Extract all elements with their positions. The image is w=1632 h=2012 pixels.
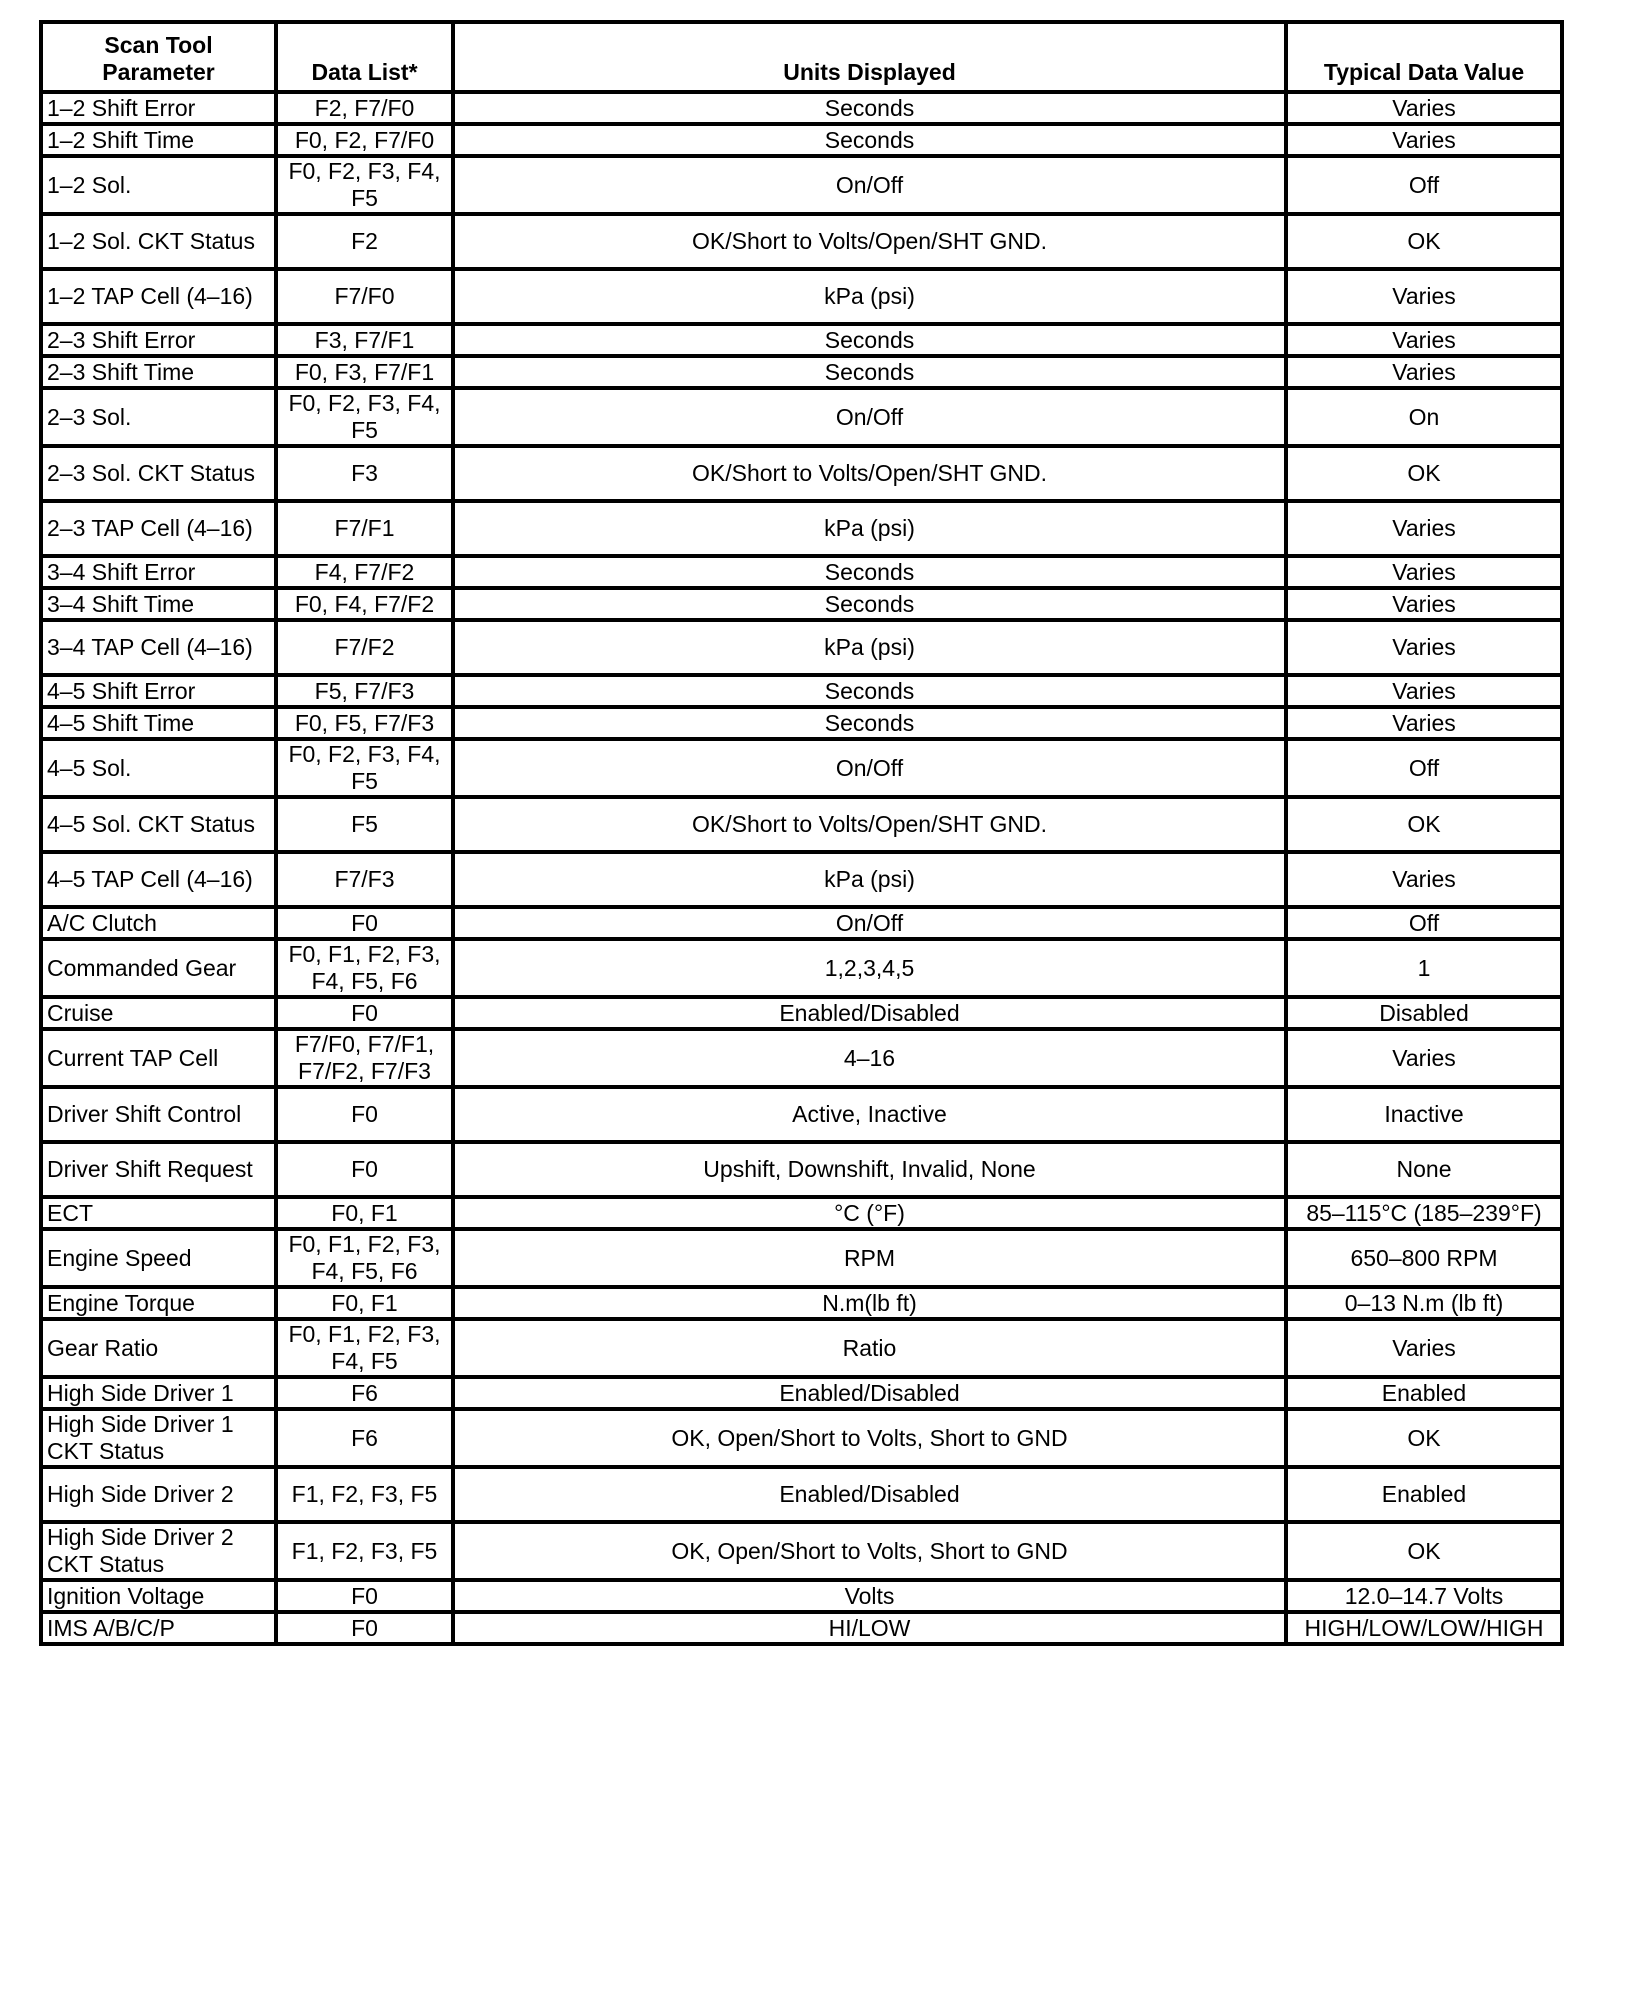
typical-data-value-cell: None: [1286, 1142, 1562, 1197]
scan-tool-parameter-cell: Engine Speed: [41, 1229, 276, 1287]
units-displayed-cell: OK/Short to Volts/Open/SHT GND.: [453, 797, 1286, 852]
table-row: [41, 1029, 1562, 1087]
units-displayed-cell: kPa (psi): [453, 620, 1286, 675]
units-displayed-cell: kPa (psi): [453, 501, 1286, 556]
units-displayed-cell: Seconds: [453, 675, 1286, 707]
typical-data-value-cell: Varies: [1286, 675, 1562, 707]
typical-data-value-cell: Disabled: [1286, 997, 1562, 1029]
table-row: [41, 907, 1562, 939]
table-row: [41, 1087, 1562, 1142]
header-units-displayed: Units Displayed: [453, 22, 1286, 92]
table-row: [41, 1409, 1562, 1467]
scan-tool-parameter-cell: 3–4 Shift Error: [41, 556, 276, 588]
data-list-cell: F0: [276, 1087, 453, 1142]
header-row: [41, 22, 1562, 92]
table-row: [41, 739, 1562, 797]
typical-data-value-cell: 1: [1286, 939, 1562, 997]
units-displayed-cell: Seconds: [453, 324, 1286, 356]
units-displayed-cell: °C (°F): [453, 1197, 1286, 1229]
data-list-cell: F4, F7/F2: [276, 556, 453, 588]
units-displayed-cell: On/Off: [453, 907, 1286, 939]
units-displayed-cell: Ratio: [453, 1319, 1286, 1377]
units-displayed-cell: Enabled/Disabled: [453, 1467, 1286, 1522]
typical-data-value-cell: Off: [1286, 156, 1562, 214]
units-displayed-cell: HI/LOW: [453, 1612, 1286, 1644]
data-list-cell: F0, F1, F2, F3, F4, F5: [276, 1319, 453, 1377]
scan-tool-parameter-cell: 1–2 TAP Cell (4–16): [41, 269, 276, 324]
typical-data-value-cell: Enabled: [1286, 1467, 1562, 1522]
typical-data-value-cell: Varies: [1286, 588, 1562, 620]
data-list-cell: F0, F3, F7/F1: [276, 356, 453, 388]
data-list-cell: F6: [276, 1377, 453, 1409]
data-list-cell: F0, F1, F2, F3, F4, F5, F6: [276, 939, 453, 997]
scan-tool-parameter-cell: A/C Clutch: [41, 907, 276, 939]
typical-data-value-cell: Inactive: [1286, 1087, 1562, 1142]
table-row: [41, 1142, 1562, 1197]
units-displayed-cell: RPM: [453, 1229, 1286, 1287]
scan-tool-parameter-cell: High Side Driver 1: [41, 1377, 276, 1409]
units-displayed-cell: Enabled/Disabled: [453, 997, 1286, 1029]
units-displayed-cell: On/Off: [453, 388, 1286, 446]
scan-tool-parameter-cell: 1–2 Shift Time: [41, 124, 276, 156]
table-row: [41, 356, 1562, 388]
typical-data-value-cell: 0–13 N.m (lb ft): [1286, 1287, 1562, 1319]
table-row: [41, 1319, 1562, 1377]
typical-data-value-cell: Varies: [1286, 92, 1562, 124]
units-displayed-cell: Enabled/Disabled: [453, 1377, 1286, 1409]
scan-tool-parameter-cell: 4–5 TAP Cell (4–16): [41, 852, 276, 907]
units-displayed-cell: N.m(lb ft): [453, 1287, 1286, 1319]
units-displayed-cell: Seconds: [453, 356, 1286, 388]
units-displayed-cell: OK/Short to Volts/Open/SHT GND.: [453, 446, 1286, 501]
scan-tool-parameter-cell: 2–3 TAP Cell (4–16): [41, 501, 276, 556]
table-row: [41, 707, 1562, 739]
scan-tool-parameter-cell: 4–5 Sol. CKT Status: [41, 797, 276, 852]
table-row: [41, 1612, 1562, 1644]
units-displayed-cell: OK, Open/Short to Volts, Short to GND: [453, 1409, 1286, 1467]
scan-tool-parameter-cell: 1–2 Shift Error: [41, 92, 276, 124]
scan-tool-data-table: [39, 20, 1564, 1646]
data-list-cell: F0, F2, F7/F0: [276, 124, 453, 156]
typical-data-value-cell: HIGH/LOW/LOW/HIGH: [1286, 1612, 1562, 1644]
typical-data-value-cell: Varies: [1286, 324, 1562, 356]
data-list-cell: F0: [276, 1612, 453, 1644]
data-list-cell: F1, F2, F3, F5: [276, 1522, 453, 1580]
data-list-cell: F7/F2: [276, 620, 453, 675]
data-list-cell: F0, F2, F3, F4, F5: [276, 388, 453, 446]
units-displayed-cell: Seconds: [453, 556, 1286, 588]
data-list-cell: F0, F1, F2, F3, F4, F5, F6: [276, 1229, 453, 1287]
scan-tool-parameter-cell: 3–4 TAP Cell (4–16): [41, 620, 276, 675]
table-row: [41, 501, 1562, 556]
scan-tool-parameter-cell: 2–3 Sol. CKT Status: [41, 446, 276, 501]
table-row: [41, 939, 1562, 997]
units-displayed-cell: Active, Inactive: [453, 1087, 1286, 1142]
units-displayed-cell: On/Off: [453, 156, 1286, 214]
scan-tool-parameter-cell: High Side Driver 1 CKT Status: [41, 1409, 276, 1467]
table-row: [41, 214, 1562, 269]
units-displayed-cell: Upshift, Downshift, Invalid, None: [453, 1142, 1286, 1197]
data-list-cell: F0: [276, 997, 453, 1029]
scan-tool-parameter-cell: Current TAP Cell: [41, 1029, 276, 1087]
scan-tool-parameter-cell: 3–4 Shift Time: [41, 588, 276, 620]
typical-data-value-cell: OK: [1286, 214, 1562, 269]
table-row: [41, 388, 1562, 446]
typical-data-value-cell: Varies: [1286, 852, 1562, 907]
units-displayed-cell: kPa (psi): [453, 852, 1286, 907]
typical-data-value-cell: Off: [1286, 907, 1562, 939]
scan-tool-parameter-cell: 4–5 Shift Time: [41, 707, 276, 739]
typical-data-value-cell: Varies: [1286, 356, 1562, 388]
units-displayed-cell: Seconds: [453, 92, 1286, 124]
scan-tool-parameter-cell: High Side Driver 2 CKT Status: [41, 1522, 276, 1580]
header-data-list: Data List*: [276, 22, 453, 92]
table-row: [41, 1522, 1562, 1580]
typical-data-value-cell: Varies: [1286, 501, 1562, 556]
data-list-cell: F0: [276, 907, 453, 939]
units-displayed-cell: On/Off: [453, 739, 1286, 797]
units-displayed-cell: Volts: [453, 1580, 1286, 1612]
table-row: [41, 1377, 1562, 1409]
scan-tool-parameter-cell: Cruise: [41, 997, 276, 1029]
table-row: [41, 997, 1562, 1029]
typical-data-value-cell: OK: [1286, 446, 1562, 501]
table-row: [41, 675, 1562, 707]
table-row: [41, 92, 1562, 124]
table-row: [41, 620, 1562, 675]
data-list-cell: F0, F4, F7/F2: [276, 588, 453, 620]
header-scan-tool-parameter: Scan Tool Parameter: [41, 22, 276, 92]
units-displayed-cell: 1,2,3,4,5: [453, 939, 1286, 997]
typical-data-value-cell: Varies: [1286, 556, 1562, 588]
scan-tool-parameter-cell: Commanded Gear: [41, 939, 276, 997]
table-row: [41, 556, 1562, 588]
scan-tool-parameter-cell: IMS A/B/C/P: [41, 1612, 276, 1644]
units-displayed-cell: OK/Short to Volts/Open/SHT GND.: [453, 214, 1286, 269]
typical-data-value-cell: OK: [1286, 1522, 1562, 1580]
scan-tool-parameter-cell: Driver Shift Control: [41, 1087, 276, 1142]
data-list-cell: F7/F0, F7/F1, F7/F2, F7/F3: [276, 1029, 453, 1087]
table-row: [41, 797, 1562, 852]
typical-data-value-cell: Enabled: [1286, 1377, 1562, 1409]
typical-data-value-cell: On: [1286, 388, 1562, 446]
table-row: [41, 1197, 1562, 1229]
typical-data-value-cell: Varies: [1286, 620, 1562, 675]
scan-tool-parameter-cell: High Side Driver 2: [41, 1467, 276, 1522]
data-list-cell: F0, F1: [276, 1287, 453, 1319]
typical-data-value-cell: 12.0–14.7 Volts: [1286, 1580, 1562, 1612]
typical-data-value-cell: OK: [1286, 1409, 1562, 1467]
data-list-cell: F5: [276, 797, 453, 852]
typical-data-value-cell: Varies: [1286, 124, 1562, 156]
typical-data-value-cell: Varies: [1286, 707, 1562, 739]
scan-tool-parameter-cell: Driver Shift Request: [41, 1142, 276, 1197]
data-list-cell: F6: [276, 1409, 453, 1467]
units-displayed-cell: Seconds: [453, 124, 1286, 156]
units-displayed-cell: 4–16: [453, 1029, 1286, 1087]
data-list-cell: F0, F5, F7/F3: [276, 707, 453, 739]
data-list-cell: F0, F1: [276, 1197, 453, 1229]
typical-data-value-cell: Off: [1286, 739, 1562, 797]
data-list-cell: F1, F2, F3, F5: [276, 1467, 453, 1522]
data-list-cell: F0: [276, 1142, 453, 1197]
header-typical-data-value: Typical Data Value: [1286, 22, 1562, 92]
scan-tool-parameter-cell: 1–2 Sol. CKT Status: [41, 214, 276, 269]
scan-tool-parameter-cell: 4–5 Sol.: [41, 739, 276, 797]
table-row: [41, 446, 1562, 501]
data-list-cell: F7/F3: [276, 852, 453, 907]
typical-data-value-cell: 650–800 RPM: [1286, 1229, 1562, 1287]
typical-data-value-cell: 85–115°C (185–239°F): [1286, 1197, 1562, 1229]
scan-tool-parameter-cell: Ignition Voltage: [41, 1580, 276, 1612]
data-list-cell: F2: [276, 214, 453, 269]
scan-tool-parameter-cell: 2–3 Shift Error: [41, 324, 276, 356]
scan-tool-parameter-cell: Gear Ratio: [41, 1319, 276, 1377]
data-list-cell: F0, F2, F3, F4, F5: [276, 156, 453, 214]
units-displayed-cell: Seconds: [453, 588, 1286, 620]
units-displayed-cell: kPa (psi): [453, 269, 1286, 324]
scan-tool-parameter-cell: 2–3 Sol.: [41, 388, 276, 446]
table-row: [41, 124, 1562, 156]
table-row: [41, 1467, 1562, 1522]
typical-data-value-cell: OK: [1286, 797, 1562, 852]
table-row: [41, 1229, 1562, 1287]
table-row: [41, 156, 1562, 214]
data-list-cell: F7/F0: [276, 269, 453, 324]
data-list-cell: F2, F7/F0: [276, 92, 453, 124]
table-row: [41, 588, 1562, 620]
table-row: [41, 1287, 1562, 1319]
scan-tool-parameter-cell: ECT: [41, 1197, 276, 1229]
data-list-cell: F0: [276, 1580, 453, 1612]
scan-tool-parameter-cell: 4–5 Shift Error: [41, 675, 276, 707]
scan-tool-parameter-cell: 1–2 Sol.: [41, 156, 276, 214]
table-row: [41, 269, 1562, 324]
units-displayed-cell: OK, Open/Short to Volts, Short to GND: [453, 1522, 1286, 1580]
data-list-cell: F0, F2, F3, F4, F5: [276, 739, 453, 797]
data-list-cell: F7/F1: [276, 501, 453, 556]
table-row: [41, 1580, 1562, 1612]
table-row: [41, 324, 1562, 356]
data-list-cell: F3, F7/F1: [276, 324, 453, 356]
units-displayed-cell: Seconds: [453, 707, 1286, 739]
data-list-cell: F5, F7/F3: [276, 675, 453, 707]
table-row: [41, 852, 1562, 907]
scan-tool-parameter-cell: Engine Torque: [41, 1287, 276, 1319]
scan-tool-parameter-cell: 2–3 Shift Time: [41, 356, 276, 388]
typical-data-value-cell: Varies: [1286, 269, 1562, 324]
typical-data-value-cell: Varies: [1286, 1029, 1562, 1087]
table-body: [41, 92, 1562, 1644]
data-list-cell: F3: [276, 446, 453, 501]
typical-data-value-cell: Varies: [1286, 1319, 1562, 1377]
